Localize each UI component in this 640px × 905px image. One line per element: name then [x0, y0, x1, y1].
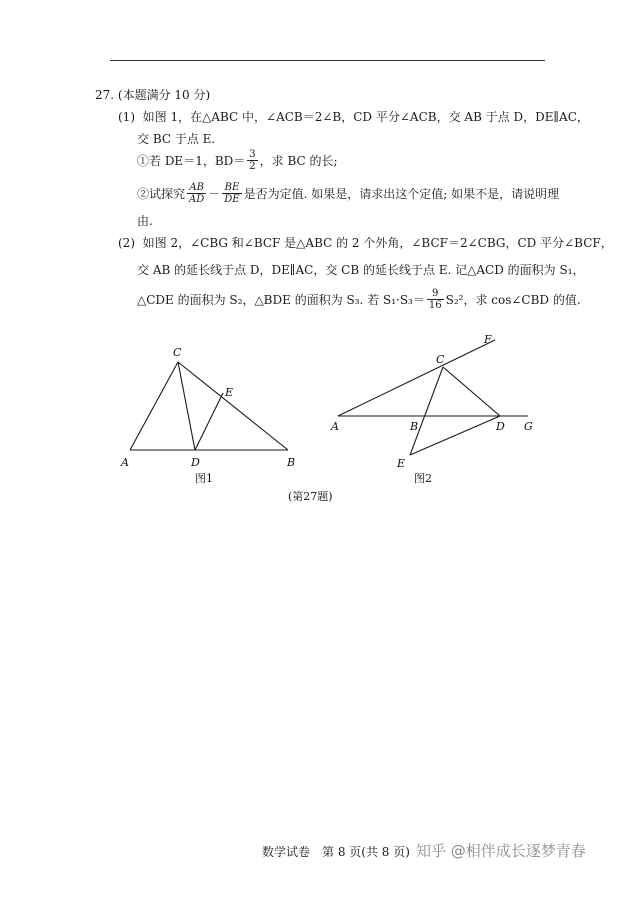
watermark: 知乎 @相伴成长逐梦青春 [416, 842, 586, 860]
fig2-label-b: B [410, 420, 419, 433]
part2-text1: 如图 2，∠CBG 和∠BCF 是△ABC 的 2 个外角，∠BCF＝2∠CBG，CD 平分∠BCF， [142, 236, 613, 250]
fig1-label-d: D [191, 456, 200, 469]
fig1-segment-cd [178, 362, 195, 450]
q2-suffix: 是否为定值. 如果是，请求出这个定值; 如果不是，请说明理 [243, 186, 560, 201]
q1-prefix: ①若 DE＝1，BD＝ [137, 153, 246, 168]
fig2-label-e: E [397, 457, 406, 470]
part1-line2: 交 BC 于点 E. [137, 132, 216, 146]
part1-line1 [118, 108, 589, 125]
fig1-segment-de [195, 393, 223, 450]
part2-frac-num: 9 [427, 288, 444, 300]
fig2-segment-de [410, 416, 500, 455]
q2-frac1-num: AB [187, 182, 206, 194]
fig1-side-cb [178, 362, 288, 450]
q1-fraction [247, 149, 257, 172]
q1-frac-num: 3 [249, 148, 256, 160]
part2-fraction [427, 288, 444, 311]
part2-line3-suffix: S₂²，求 cos∠CBD 的值. [445, 292, 581, 307]
fig2-caption: 图2 [414, 472, 432, 485]
q2-prefix: ②试探究 [137, 186, 186, 201]
problem-number: 27. [95, 88, 115, 102]
part2-line2: 交 AB 的延长线于点 D，DE∥AC，交 CB 的延长线于点 E. 记△ACD 的面积为 S₁， [137, 263, 585, 277]
header-rule [110, 60, 545, 61]
fig1-label-e: E [225, 386, 234, 399]
q2-frac1-den: AD [189, 193, 205, 205]
fig2-line-cbe [410, 367, 443, 455]
fig1-caption: 图1 [195, 472, 213, 485]
part2-line3-prefix: △CDE 的面积为 S₂，△BDE 的面积为 S₃. 若 S₁·S₃＝ [137, 292, 425, 307]
part1-q2-line2: 由. [137, 214, 153, 228]
part1-label: (1) [118, 110, 135, 124]
q2-fraction-1 [187, 182, 206, 205]
fig1-label-c: C [173, 346, 182, 359]
part2-line1 [118, 234, 613, 251]
fig2-segment-cd [443, 367, 500, 416]
page-footer: 数学试卷 第 8 页(共 8 页) [262, 845, 410, 859]
fig1-label-a: A [121, 456, 129, 469]
figures-svg [0, 330, 640, 510]
q2-fraction-2 [222, 182, 241, 205]
fig2-label-d: D [496, 420, 505, 433]
q2-frac2-num: BE [222, 182, 241, 194]
part1-text1: 如图 1，在△ABC 中，∠ACB＝2∠B，CD 平分∠ACB，交 AB 于点 D，DE∥AC， [142, 110, 589, 124]
problem-header [95, 86, 210, 103]
fig1-side-ac [130, 362, 178, 450]
q1-suffix: ，求 BC 的长; [259, 153, 338, 168]
q2-frac2-den: DE [224, 193, 240, 205]
figure-1 [130, 362, 288, 450]
part2-label: (2) [118, 236, 135, 250]
part2-line3 [137, 282, 581, 316]
fig2-label-a: A [331, 420, 339, 433]
part2-frac-den: 16 [428, 299, 442, 311]
figure-group-caption: (第27题) [288, 490, 333, 503]
fig1-label-b: B [287, 456, 296, 469]
q1-frac-den: 2 [249, 160, 256, 172]
fig2-label-f: F [484, 333, 492, 346]
part1-q2 [137, 176, 559, 210]
q2-minus: － [208, 186, 221, 201]
fig2-label-g: G [524, 420, 533, 433]
figure-2 [338, 340, 528, 455]
part1-q1 [137, 143, 338, 177]
fig2-label-c: C [436, 353, 445, 366]
score-note: (本题满分 10 分) [117, 88, 211, 102]
fig2-line-acf [338, 340, 495, 416]
